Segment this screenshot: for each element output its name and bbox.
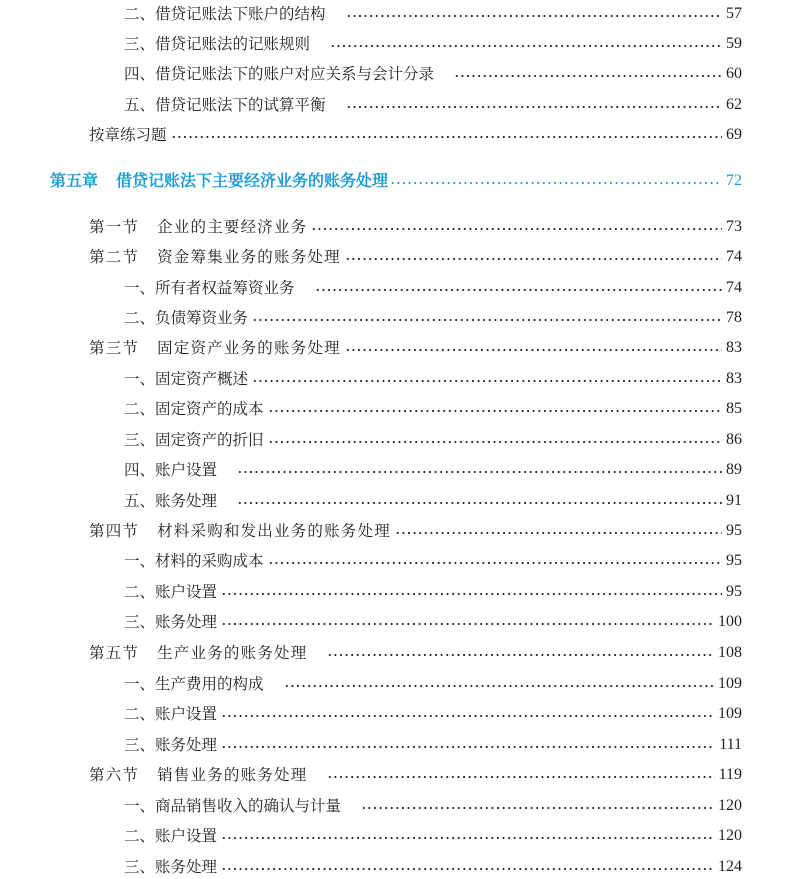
toc-entry-row [124,702,742,726]
page-number: 72 [726,172,742,189]
dot-leader [221,824,714,848]
toc-entry-title [124,733,217,757]
page-number: 57 [726,5,742,22]
toc-entry-title [124,580,217,604]
page-number: 78 [726,309,742,326]
toc-entry-title [124,702,217,726]
toc-entry-label: 二、负债筹资业务 [124,309,249,327]
toc-entry-row [124,489,742,513]
toc-entry-row [124,855,742,879]
dot-leader [361,794,714,818]
toc-entry-row [124,428,742,452]
toc-entry-row [124,62,742,86]
dot-leader [284,672,714,696]
toc-section-row [89,519,742,543]
toc-entry-title [124,306,248,330]
page-number: 108 [718,644,742,661]
dot-leader [252,367,722,391]
section-number: 第二节 [89,248,140,266]
toc-entry-label: 二、账户设置 [124,705,218,723]
toc-entry-row [124,93,742,117]
dot-leader [395,519,722,543]
dot-leader [171,123,722,147]
section-number: 第一节 [89,218,140,236]
dot-leader [221,733,715,757]
toc-entry-label: 三、账务处理 [124,613,218,631]
dot-leader [327,641,714,665]
dot-leader [345,336,722,360]
toc-chapter-row [50,169,742,193]
section-number: 第三节 [89,339,140,357]
toc-section-row [89,641,742,665]
toc-entry-label: 三、借贷记账法的记账规则 [124,35,311,53]
toc-entry-row [124,397,742,421]
dot-leader [268,397,722,421]
page-number: 86 [726,431,742,448]
section-number: 第五节 [89,644,140,662]
toc-entry-label: 生产业务的账务处理 [157,644,308,662]
page-number: 74 [726,279,742,296]
dot-leader [311,215,722,239]
page-number: 91 [726,492,742,509]
page-number: 120 [718,827,742,844]
toc-entry-label: 三、账务处理 [124,858,218,876]
toc-entry-title [124,428,264,452]
toc-entry-title [124,489,217,513]
toc-entry-row [124,610,742,634]
toc-entry-label: 销售业务的账务处理 [157,766,308,784]
toc-entry-title [89,336,341,360]
toc-entry-title [124,672,264,696]
toc-entry-row [124,549,742,573]
page-number: 83 [726,370,742,387]
toc-entry-title [89,519,391,543]
page-number: 69 [726,126,742,143]
dot-leader [315,276,722,300]
dot-leader [327,763,714,787]
page-number: 119 [718,766,742,783]
dot-leader [221,702,714,726]
page-number: 74 [726,248,742,265]
page-number: 73 [726,218,742,235]
toc-entry-label: 二、账户设置 [124,583,218,601]
toc-entry-title [124,276,295,300]
toc-entry-label: 二、固定资产的成本 [124,400,264,418]
section-number: 第四节 [89,522,140,540]
toc-entry-title [124,549,264,573]
toc-entry-label: 四、借贷记账法下的账户对应关系与会计分录 [124,65,435,83]
toc-entry-label: 五、账务处理 [124,492,218,510]
toc-entry-label: 资金筹集业务的账务处理 [157,248,341,266]
page-number: 109 [718,705,742,722]
toc-section-row [89,245,742,269]
toc-entry-title [124,367,248,391]
toc-entry-row [124,824,742,848]
page-number: 85 [726,400,742,417]
toc-entry-row [124,794,742,818]
page-number: 62 [726,96,742,113]
toc-entry-title [89,763,307,787]
toc-entry-label: 一、生产费用的构成 [124,675,264,693]
toc-entry-title [124,855,217,879]
dot-leader [330,32,722,56]
toc-entry-title [89,641,307,665]
toc-entry-title [89,123,167,147]
toc-entry-row [124,306,742,330]
page-number: 111 [719,736,742,753]
toc-entry-label: 一、固定资产概述 [124,370,249,388]
chapter-number: 第五章 [50,171,99,190]
toc-entry-label: 三、账务处理 [124,736,218,754]
page-number: 59 [726,35,742,52]
toc-section-row [89,763,742,787]
dot-leader [221,580,722,604]
toc-entry-row [124,2,742,26]
dot-leader [221,855,714,879]
page-number: 95 [726,552,742,569]
dot-leader [268,549,722,573]
dot-leader [237,489,722,513]
toc-entry-label: 借贷记账法下主要经济业务的账务处理 [116,171,389,190]
page-number: 95 [726,583,742,600]
toc-entry-label: 一、材料的采购成本 [124,552,264,570]
toc-entry-title [124,93,326,117]
toc-entry-title [124,610,217,634]
dot-leader [221,610,714,634]
dot-leader [252,306,722,330]
page-number: 89 [726,461,742,478]
dot-leader [390,169,722,193]
section-number: 第六节 [89,766,140,784]
toc-entry-row [124,672,742,696]
toc-entry-row [124,458,742,482]
page-number: 124 [718,858,742,875]
toc-entry-row [124,733,742,757]
dot-leader [237,458,722,482]
toc-entry-title [89,245,341,269]
toc-entry-label: 一、所有者权益筹资业务 [124,279,295,297]
toc-entry-label: 一、商品销售收入的确认与计量 [124,797,342,815]
dot-leader [346,93,722,117]
toc-entry-title [89,215,307,239]
toc-entry-row [124,367,742,391]
toc-section-row [89,336,742,360]
toc-entry-label: 企业的主要经济业务 [157,218,308,236]
toc-entry-title [124,824,217,848]
toc-entry-title [50,169,388,193]
toc-entry-title [124,32,310,56]
toc-entry-label: 材料采购和发出业务的账务处理 [157,522,391,540]
dot-leader [345,245,722,269]
toc-entry-label: 三、固定资产的折旧 [124,431,264,449]
toc-entry-label: 按章练习题 [89,126,167,144]
toc-entry-row [124,32,742,56]
page-number: 83 [726,339,742,356]
page-number: 100 [718,613,742,630]
toc-entry-title [124,397,264,421]
page-number: 60 [726,65,742,82]
toc-entry-label: 二、借贷记账法下账户的结构 [124,5,326,23]
dot-leader [454,62,722,86]
toc-entry-title [124,62,434,86]
toc-entry-row [124,580,742,604]
toc-entry-label: 五、借贷记账法下的试算平衡 [124,96,326,114]
dot-leader [268,428,722,452]
toc-entry-label: 固定资产业务的账务处理 [157,339,341,357]
toc-entry-title [124,458,217,482]
toc-entry-label: 二、账户设置 [124,827,218,845]
toc-entry-title [124,794,341,818]
page-number: 120 [718,797,742,814]
page-number: 95 [726,522,742,539]
toc-entry-title [124,2,326,26]
dot-leader [346,2,722,26]
toc-entry-row [124,276,742,300]
toc-entry-row [89,123,742,147]
page-number: 109 [718,675,742,692]
toc-section-row [89,215,742,239]
toc-entry-label: 四、账户设置 [124,461,218,479]
